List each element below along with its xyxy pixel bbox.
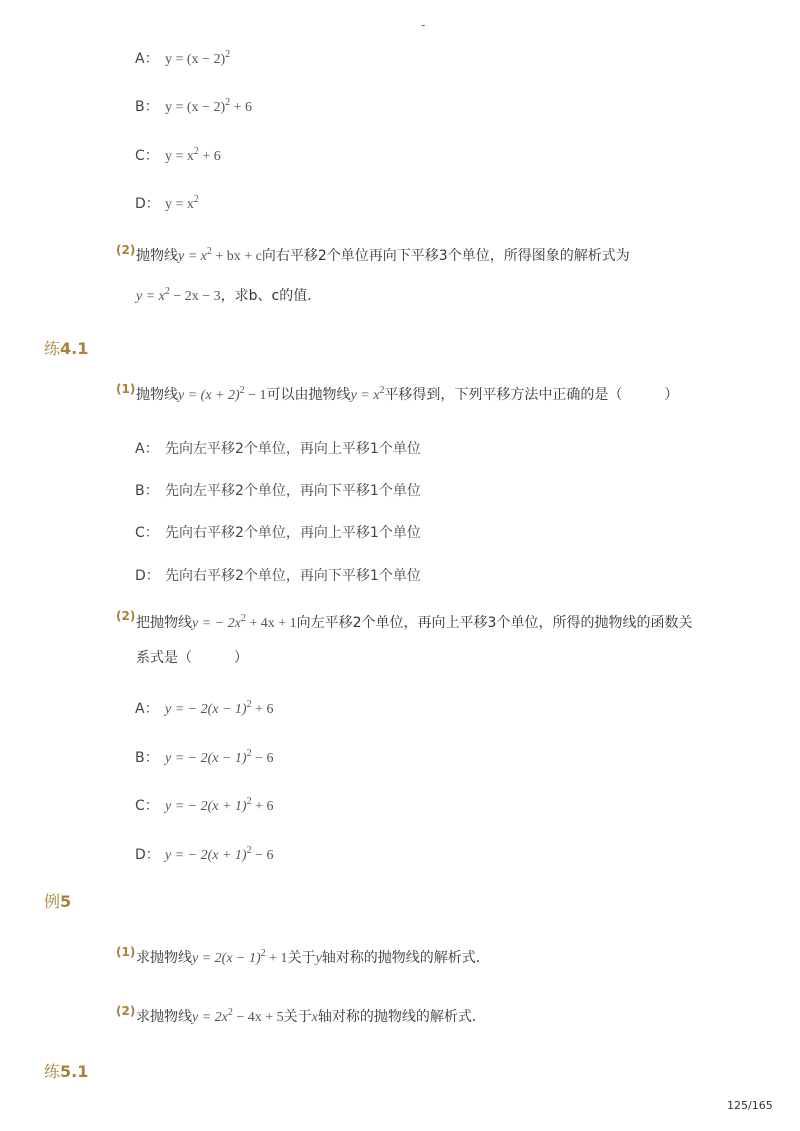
option-d-text: 先向右平移2个单位，再向下平移1个单位 [165,568,421,584]
header-dash: - [421,18,426,32]
question-text: 把抛物线y = − $2x^2 + 4x + 1$向左平移2个单位，再向上平移3个单位，所得的抛物线的函数关 [136,613,693,631]
question-text: 求抛物线$y = 2(x - 1)^2 + 1$关于y轴对称的抛物线的解析式． [136,948,490,966]
option-label-b: B： [135,99,159,115]
option-label-d: D： [135,568,160,584]
option-label-c: C： [135,148,159,164]
option-label-a: A： [135,701,159,717]
option-label-d: D： [135,847,160,863]
option-c-formula: $y = x^2 + 6$ [165,146,221,164]
option-label-c: C： [135,798,159,814]
question-number: (1) [116,945,136,959]
option-c-formula: y = − $2(x + 1)^2 + 6$ [165,796,274,814]
page-number: 125/165 [727,1099,773,1112]
option-a-text: 先向左平移2个单位，再向上平移1个单位 [165,441,421,457]
option-label-a: A： [135,51,159,67]
option-a-formula: y = − $2(x - 1)^2 + 6$ [165,699,274,717]
section-heading-5: 例5 [44,892,72,911]
section-heading-4-1: 练4.1 [44,339,89,358]
option-label-d: D： [135,196,160,212]
section-heading-5-1: 练5.1 [44,1062,89,1081]
option-label-c: C： [135,525,159,541]
option-a-formula: $y = (x - 2)^2$ [165,49,231,67]
question-text: 求抛物线$y = 2x^2 - 4x + 5$关于x轴对称的抛物线的解析式． [136,1007,486,1025]
option-b-text: 先向左平移2个单位，再向下平移1个单位 [165,483,421,499]
question-text: 抛物线$y = (x + 2)^2 - 1$可以由抛物线$y = x^2$平移得到，下列平移方法中正确的是（ ） [136,385,679,403]
question-number: (1) [116,382,136,396]
question-text-line2: 系式是（ ） [136,650,248,666]
option-b-formula: y = − $2(x - 1)^2 - 6$ [165,748,274,766]
question-number: (2) [116,1004,136,1018]
option-d-formula: $y = x^2$ [165,194,199,212]
question-number: (2) [116,609,136,623]
option-b-formula: $y = (x - 2)^2 + 6$ [165,97,253,115]
option-c-text: 先向右平移2个单位，再向上平移1个单位 [165,525,421,541]
question-number: (2) [116,243,136,257]
option-d-formula: y = − $2(x + 1)^2 - 6$ [165,845,274,863]
option-label-b: B： [135,483,159,499]
option-label-b: B： [135,750,159,766]
question-text: 抛物线$y = x^2$ + bx + c向右平移2个单位再向下平移3个单位，所得图象的解析式为 [136,246,630,264]
option-label-a: A： [135,441,159,457]
question-text-line2: $y = x^2 - 2x - 3$，求b、c的值． [136,286,322,304]
